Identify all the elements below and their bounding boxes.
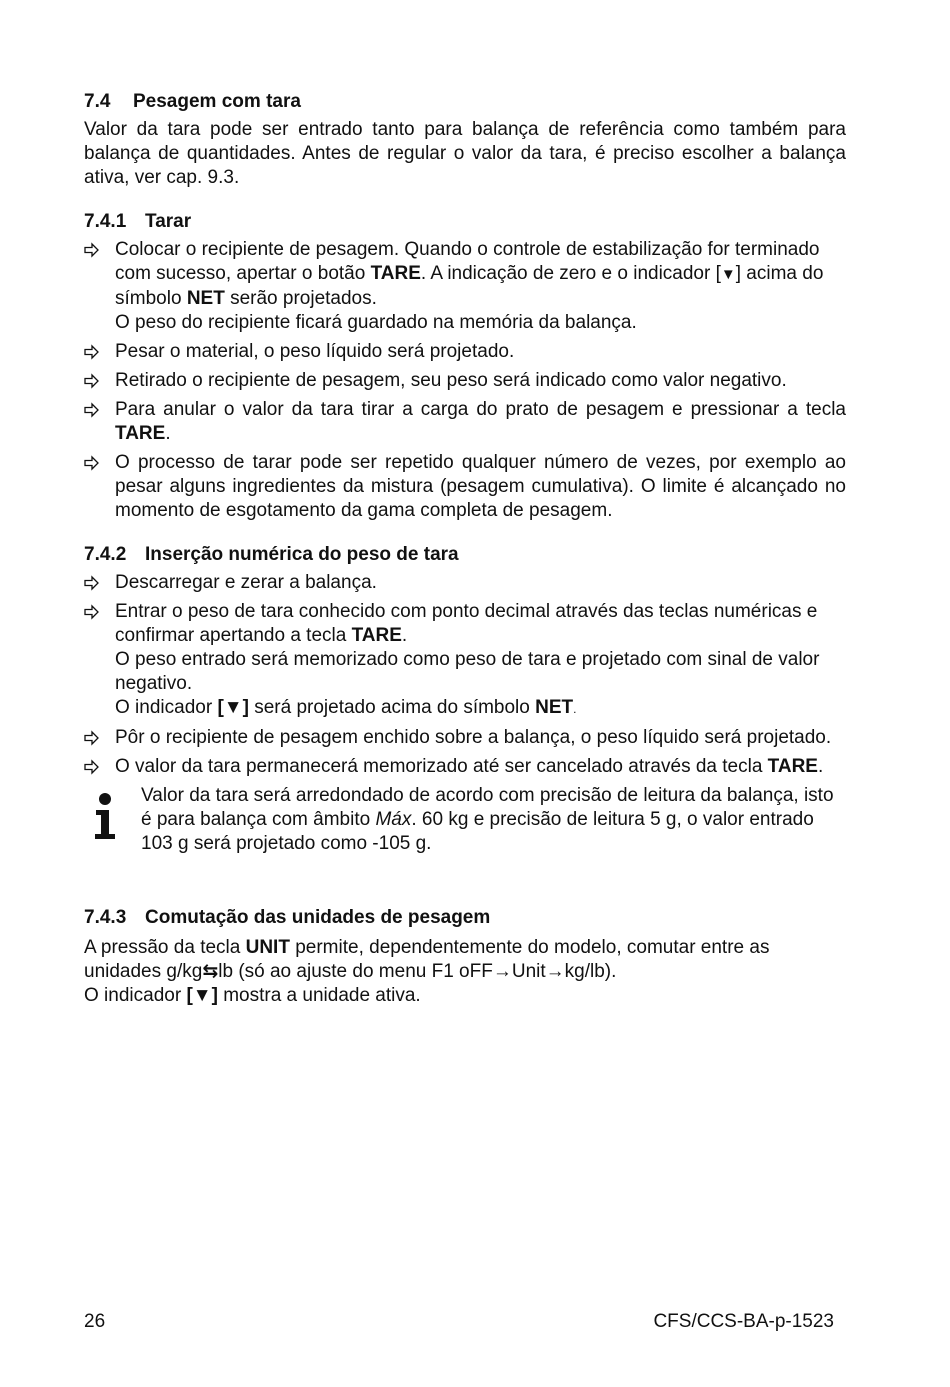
section-title: Comutação das unidades de pesagem (145, 907, 491, 928)
info-note-text: Valor da tara será arredondado de acordo com precisão de leitura da balança, isto é para balança com âmbito Máx. 60 kg e precisão de leitura 5 g, o valor entrado 103 g será projetado como -105 g. (141, 785, 834, 854)
arrow-right-icon (84, 369, 104, 393)
max-label: Máx (375, 809, 412, 830)
arrow-right-icon (84, 238, 104, 262)
list-item: Descarregar e zerar a balança. (84, 571, 846, 595)
list-item: Pesar o material, o peso líquido será projetado. (84, 340, 846, 364)
numeric-tare-steps-list (84, 571, 846, 779)
arrow-right-icon (84, 726, 104, 750)
section-7-4-2-heading (84, 543, 846, 567)
triangle-indicator-label: [▼] (217, 697, 249, 718)
arrow-right-icon (84, 600, 104, 624)
list-item: O valor da tara permanecerá memorizado até ser cancelado através da tecla TARE. (84, 755, 846, 779)
arrow-right-icon (84, 340, 104, 364)
section-7-4-heading (84, 90, 846, 114)
document-code: CFS/CCS-BA-p-1523 (653, 1311, 834, 1332)
triangle-indicator-icon: ▼ (720, 266, 736, 283)
page-number: 26 (84, 1311, 106, 1332)
list-item: Entrar o peso de tara conhecido com ponto decimal através das teclas numéricas e confirmar apertando a tecla TARE. O peso entrado será memorizado como peso de tara e projetado com sinal de valor negativo. O indicador [▼] será projetado acima do símbolo NET. (84, 600, 846, 721)
tarar-steps-list (84, 238, 846, 523)
arrow-right-icon: → (492, 961, 512, 982)
arrow-right-icon: → (545, 961, 565, 982)
section-number: 7.4.2 (84, 544, 127, 565)
triangle-indicator-label: [▼] (186, 985, 218, 1006)
tare-key-label: TARE (370, 263, 421, 284)
section-7-4-3-indicator-text: O indicador [▼] mostra a unidade ativa. (84, 985, 421, 1006)
list-item: Retirado o recipiente de pesagem, seu peso será indicado como valor negativo. (84, 369, 846, 393)
net-symbol-label: NET (535, 697, 574, 718)
section-7-4-intro: Valor da tara pode ser entrado tanto para balança de referência como também para balança de quantidades. Antes de regular o valor da tara, é preciso escolher a balança ativa, ver cap. 9.3. (84, 119, 846, 188)
arrow-right-icon (84, 451, 104, 475)
section-title: Tarar (145, 211, 192, 232)
info-icon (90, 792, 120, 842)
section-number: 7.4.3 (84, 907, 127, 928)
tare-key-label: TARE (767, 756, 818, 777)
net-symbol-label: NET (186, 288, 225, 309)
section-title: Inserção numérica do peso de tara (145, 544, 459, 565)
unit-key-label: UNIT (245, 937, 290, 958)
arrow-right-icon (84, 398, 104, 422)
swap-arrows-icon: ⇆ (202, 961, 219, 982)
tare-key-label: TARE (351, 625, 402, 646)
section-7-4-3-heading (84, 906, 846, 930)
section-7-4-1-heading (84, 210, 846, 234)
list-item: Para anular o valor da tara tirar a carga do prato de pesagem e pressionar a tecla TARE. (84, 398, 846, 446)
section-title: Pesagem com tara (133, 91, 301, 112)
list-item: Colocar o recipiente de pesagem. Quando o controle de estabilização for terminado com sucesso, apertar o botão TARE. A indicação de zero e o indicador [▼] acima do símbolo NET serão projetados. O peso do recipiente ficará guardado na memória da balança. (84, 238, 846, 335)
section-7-4-3-text: A pressão da tecla UNIT permite, dependentemente do modelo, comutar entre as unidades g/kg⇆lb (só ao ajuste do menu F1 oFF→Unit→kg/lb). (84, 937, 770, 982)
tare-key-label: TARE (115, 423, 166, 444)
section-number: 7.4.1 (84, 211, 127, 232)
section-number: 7.4 (84, 91, 111, 112)
list-item: O processo de tarar pode ser repetido qualquer número de vezes, por exemplo ao pesar alguns ingredientes da mistura (pesagem cumulativa). O limite é alcançado no momento de esgotamento da gama completa de pesagem. (84, 451, 846, 523)
list-item: Pôr o recipiente de pesagem enchido sobre a balança, o peso líquido será projetado. (84, 726, 846, 750)
arrow-right-icon (84, 571, 104, 595)
page-content (84, 90, 846, 1008)
arrow-right-icon (84, 755, 104, 779)
info-note (84, 784, 846, 856)
